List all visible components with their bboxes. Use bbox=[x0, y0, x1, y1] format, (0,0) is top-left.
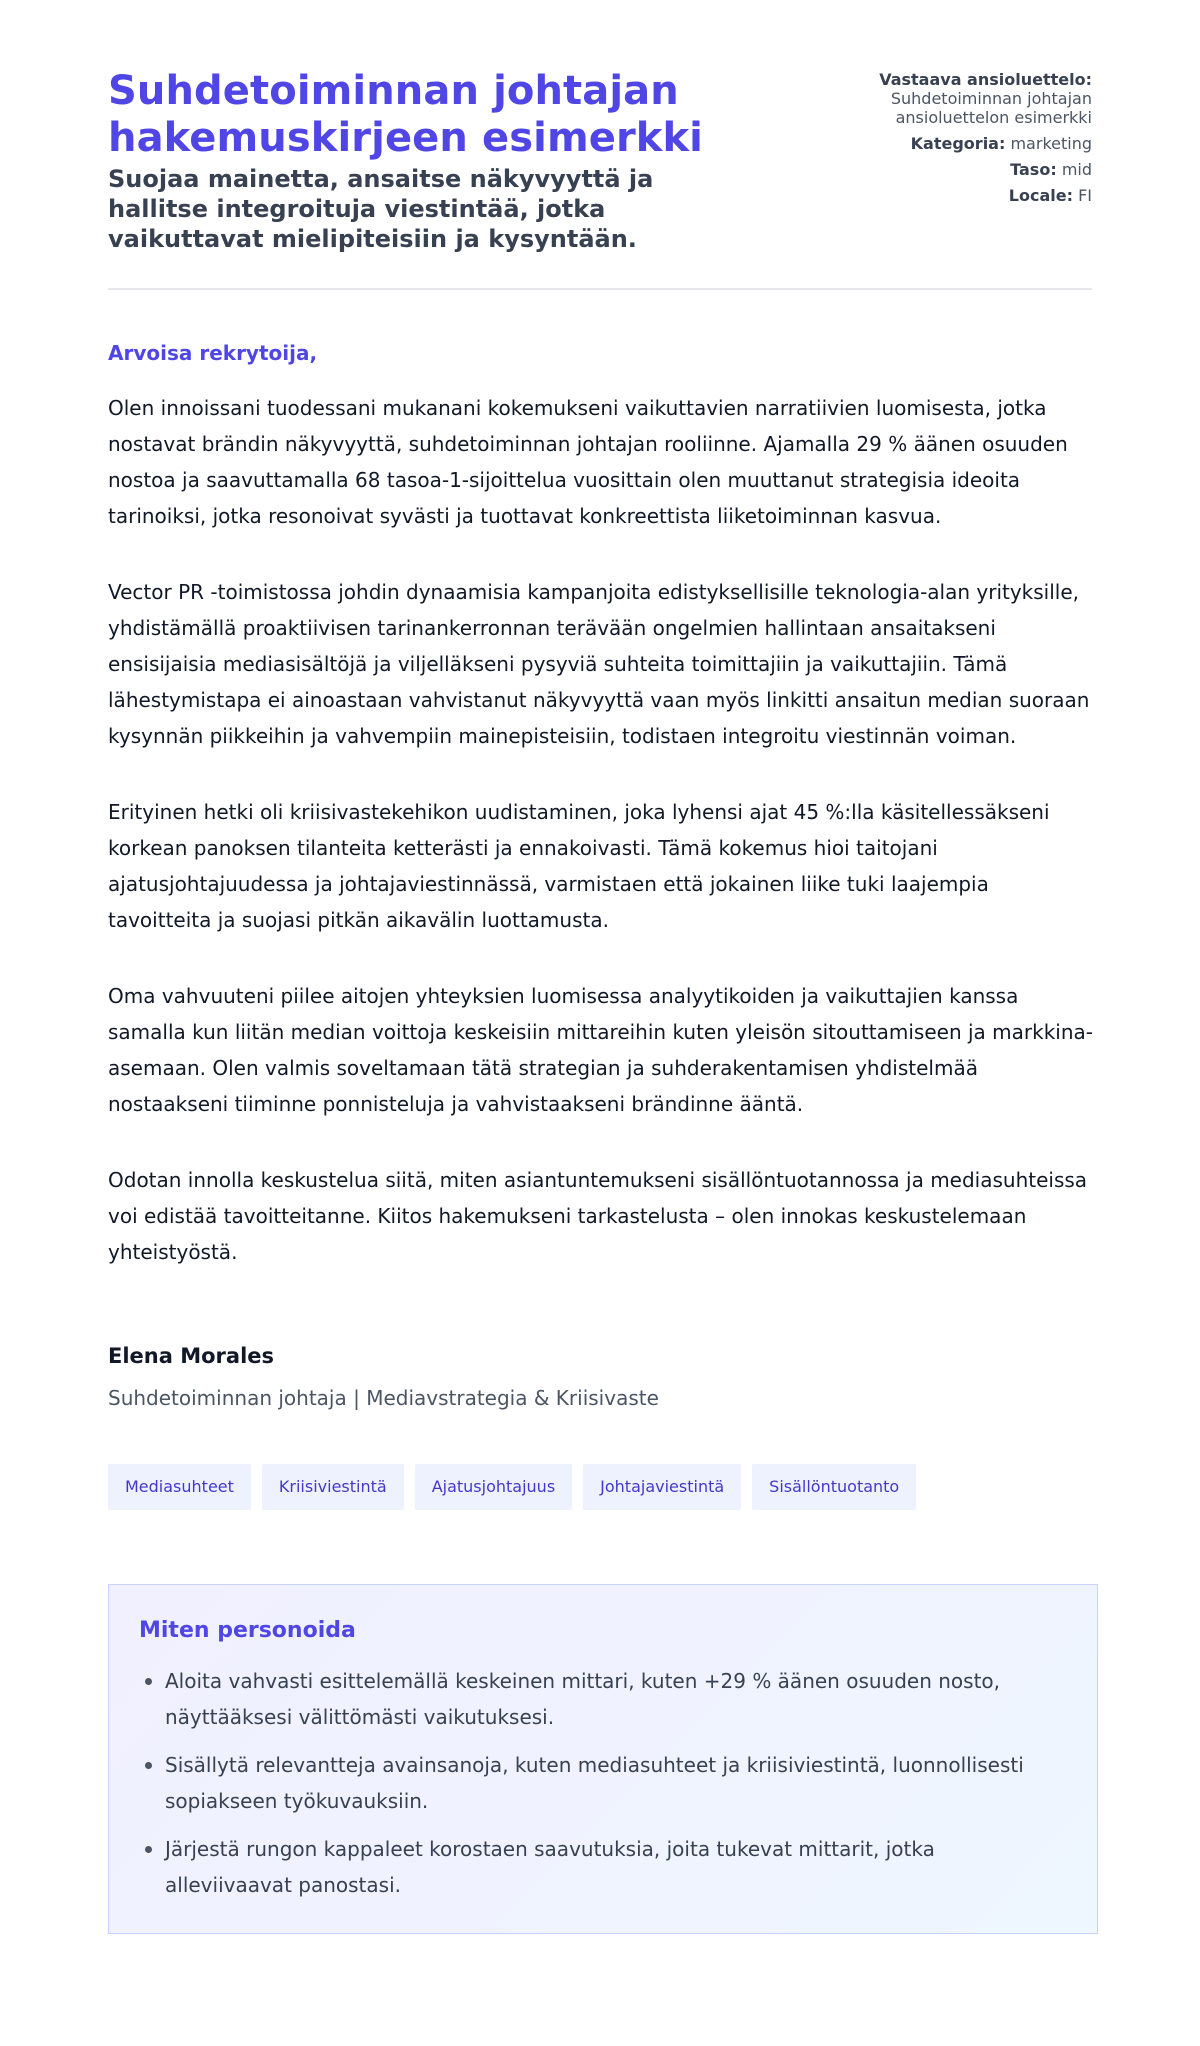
meta-resume bbox=[792, 70, 1092, 127]
letter-paragraph-3: Erityinen hetki oli kriisivastekehikon uudistaminen, joka lyhensi ajat 45 %:lla käsitellessäkseni korkean panoksen tilanteita ketterästi ja ennakoivasti. Tämä kokemus hioi taitojani ajatusjohtajuudessa ja johtajaviestinnässä, varmistaen että jokainen liike tuki laajempia tavoitteita ja suojasi pitkän aikavälin luottamusta. bbox=[108, 800, 1050, 932]
letter-paragraph-4: Oma vahvuuteni piilee aitojen yhteyksien luomisessa analyytikoiden ja vaikuttajien kanssa samalla kun liitän median voittoja keskeisiin mittareihin kuten yleisön sitouttamiseen ja markkina-asemaan. Olen valmis soveltamaan tätä strategian ja suhderakentamisen yhdistelmää nostaakseni tiiminne ponnisteluja ja vahvistaakseni brändinne ääntä. bbox=[108, 984, 1093, 1116]
letter-paragraph-2: Vector PR -toimistossa johdin dynaamisia kampanjoita edistyksellisille teknologia-alan yrityksille, yhdistämällä proaktiivisen tarinankerronnan terävään ongelmien hallintaan ansaitakseni ensisijaisia mediasisältöjä ja viljelläkseni pysyviä suhteita toimittajiin ja vaikuttajiin. Tämä lähestymistapa ei ainoastaan vahvistanut näkyvyyttä vaan myös linkitti ansaitun median suoraan kysynnän piikkeihin ja vahvempiin mainepisteisiin, todistaen integroitu viestinnän voiman. bbox=[108, 580, 1090, 748]
meta-level bbox=[792, 160, 1092, 179]
meta-resume-link[interactable]: Suhdetoiminnan johtajan ansioluettelon esimerkki bbox=[890, 89, 1092, 127]
letter-paragraph-5: Odotan innolla keskustelua siitä, miten asiantuntemukseni sisällöntuotannossa ja mediasuhteissa voi edistää tavoitteitanne. Kiitos hakemukseni tarkastelusta – olen innokas keskustelemaan yhteistyöstä. bbox=[108, 1168, 1088, 1264]
skill-tag: Ajatusjohtajuus bbox=[415, 1464, 572, 1510]
skill-tags bbox=[108, 1464, 1092, 1510]
meta-locale-label: Locale: bbox=[1008, 186, 1073, 205]
meta-category-label: Kategoria: bbox=[910, 134, 1006, 153]
skill-tag: Mediasuhteet bbox=[108, 1464, 251, 1510]
skill-tag: Kriisiviestintä bbox=[262, 1464, 404, 1510]
letter-greeting: Arvoisa rekrytoija, bbox=[108, 341, 318, 365]
skill-tag: Sisällöntuotanto bbox=[752, 1464, 916, 1510]
tips-list bbox=[139, 1663, 1067, 1903]
meta-level-value: mid bbox=[1061, 160, 1092, 179]
meta-locale bbox=[792, 186, 1092, 205]
page-subtitle: Suojaa mainetta, ansaitse näkyvyyttä ja hallitse integroituja viestintää, jotka vaikuttavat mielipiteisiin ja kysyntään. bbox=[108, 165, 654, 253]
tip-item: Aloita vahvasti esittelemällä keskeinen mittari, kuten +29 % äänen osuuden nosto, näyttääksesi välittömästi vaikutuksesi. bbox=[165, 1663, 1067, 1735]
tip-item: Järjestä rungon kappaleet korostaen saavutuksia, joita tukevat mittarit, jotka alleviivaavat panostasi. bbox=[165, 1831, 1067, 1903]
letter-body bbox=[108, 340, 1092, 1934]
meta-category-value: marketing bbox=[1010, 134, 1092, 153]
meta-locale-value: FI bbox=[1078, 186, 1092, 205]
tip-item: Sisällytä relevantteja avainsanoja, kuten mediasuhteet ja kriisiviestintä, luonnollisesti sopiakseen työkuvauksiin. bbox=[165, 1747, 1067, 1819]
page-title: Suhdetoiminnan johtajan hakemuskirjeen esimerkki bbox=[108, 68, 703, 161]
meta-level-label: Taso: bbox=[1010, 160, 1057, 179]
personalization-tips bbox=[108, 1584, 1098, 1934]
letter-paragraph-1: Olen innoissani tuodessani mukanani kokemukseni vaikuttavien narratiivien luomisesta, jotka nostavat brändin näkyvyyttä, suhdetoiminnan johtajan rooliinne. Ajamalla 29 % äänen osuuden nostoa ja saavuttamalla 68 tasoa-1-sijoittelua vuosittain olen muuttanut strategisia ideoita tarinoiksi, jotka resonoivat syvästi ja tuottavat konkreettista liiketoiminnan kasvua. bbox=[108, 396, 1068, 528]
meta-panel bbox=[792, 68, 1092, 212]
signature-role: Suhdetoiminnan johtaja | Mediavstrategia & Kriisivaste bbox=[108, 1386, 659, 1410]
page-header bbox=[108, 68, 1092, 290]
meta-category bbox=[792, 134, 1092, 153]
meta-resume-label: Vastaava ansioluettelo: bbox=[879, 70, 1092, 89]
tips-title: Miten personoida bbox=[139, 1618, 356, 1643]
signature-name: Elena Morales bbox=[108, 1344, 275, 1368]
signature-block bbox=[108, 1342, 1092, 1412]
skill-tag: Johtajaviestintä bbox=[583, 1464, 741, 1510]
header-titles bbox=[108, 68, 748, 254]
